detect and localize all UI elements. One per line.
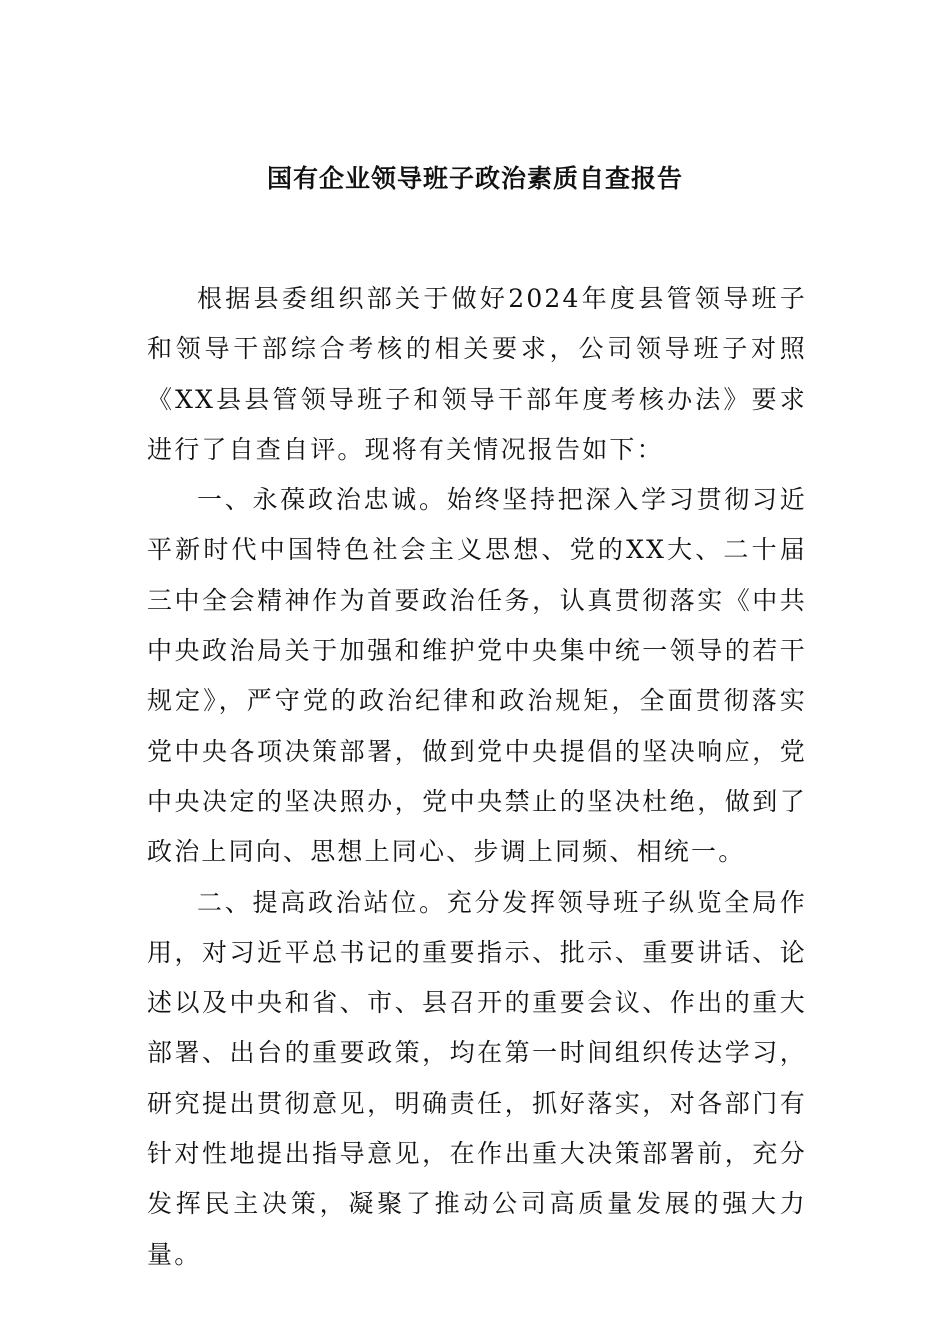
document-title: 国有企业领导班子政治素质自查报告	[266, 164, 683, 193]
document-body	[147, 274, 807, 1280]
paragraph-section-2: 二、提高政治站位。充分发挥领导班子纵览全局作用，对习近平总书记的重要指示、批示、重要讲话、论述以及中央和省、市、县召开的重要会议、作出的重大部署、出台的重要政策，均在第一时间组织传达学习，研究提出贯彻意见，明确责任，抓好落实，对各部门有针对性地提出指导意见，在作出重大决策部署前，充分发挥民主决策，凝聚了推动公司高质量发展的强大力量。	[147, 887, 807, 1269]
paragraph-section-1: 一、永葆政治忠诚。始终坚持把深入学习贯彻习近平新时代中国特色社会主义思想、党的XX大、二十届三中全会精神作为首要政治任务，认真贯彻落实《中共中央政治局关于加强和维护党中央集中统一领导的若干规定》，严守党的政治纪律和政治规矩，全面贯彻落实党中央各项决策部署，做到党中央提倡的坚决响应，党中央决定的坚决照办，党中央禁止的坚决杜绝，做到了政治上同向、思想上同心、步调上同频、相统一。	[147, 485, 807, 867]
paragraph-intro: 根据县委组织部关于做好2024年度县管领导班子和领导干部综合考核的相关要求，公司领导班子对照《XX县县管领导班子和领导干部年度考核办法》要求进行了自查自评。现将有关情况报告如下：	[147, 284, 807, 464]
